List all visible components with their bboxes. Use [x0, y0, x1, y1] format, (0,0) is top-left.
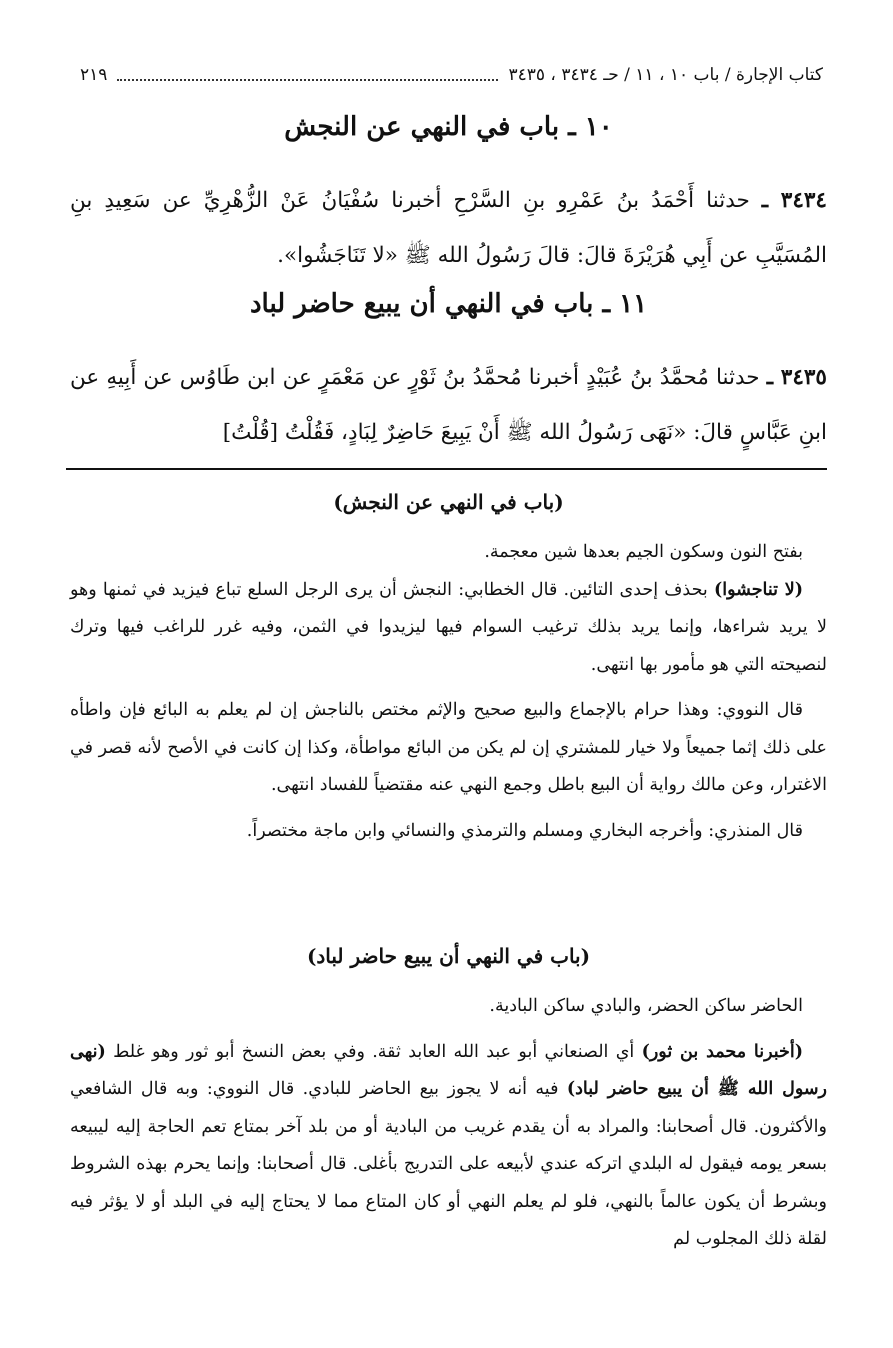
hadith-3434 [70, 173, 827, 283]
commentary-paragraph: (لا تناجشوا) بحذف إحدى التائين. قال الخطابي: النجش أن يرى الرجل السلع تباع فيزيد في ثمنها وهو لا يريد شراءها، وإنما يريد بذلك ترغيب السوام فيها ليزيدوا في الثمن، وفيه غرر للراغب فيها وترك لنصيحته التي هو مأمور بها انتهى. [70, 579, 827, 675]
commentary-paragraph: بفتح النون وسكون الجيم بعدها شين معجمة. [484, 542, 803, 562]
hadith-3435-number: ٣٤٣٥ ـ [766, 365, 827, 390]
running-title: كتاب الإجارة / باب ١٠ ، ١١ / حـ ٣٤٣٤ ، ٣٤٣٥ [508, 65, 823, 85]
quoted-term: (لا تناجشوا) [713, 579, 803, 600]
commentary-paragraph: قال المنذري: وأخرجه البخاري ومسلم والترمذي والنسائي وابن ماجة مختصراً. [246, 820, 803, 841]
header-dot-leader [117, 69, 498, 81]
quoted-term: (أخبرنا محمد بن ثور) [641, 1041, 803, 1062]
chapter-11-title: ١١ ـ باب في النهي أن يبيع حاضر لباد [249, 289, 648, 319]
hadith-3434-number: ٣٤٣٤ ـ [761, 188, 827, 213]
commentary-paragraph: (أخبرنا محمد بن ثور) أي الصنعاني أبو عبد الله العابد ثقة. وفي بعض النسخ أبو ثور وهو غلط (نهى رسول الله ﷺ أن يبيع حاضر لباد) فيه أنه لا يجوز بيع الحاضر للبادي. قال النووي: وبه قال الشافعي والأكثرون. قال أصحابنا: والمراد به أن يقدم غريب من البادية أو من بلد آخر بمتاع تعم الحاجة إليه ليبيعه بسعر يومه فيقول له البلدي اتركه عندي لأبيعه على التدريج بأغلى. قال أصحابنا: وإنما يحرم بهذه الشروط وبشرط أن يكون عالماً بالنهي، فلو لم يعلم النهي أو كان المتاع مما لا يحتاج إليه في البلد أو لا يؤثر فيه لقلة ذلك المجلوب لم [70, 1041, 827, 1249]
commentary-heading-1: (باب في النهي عن النجش) [333, 490, 564, 514]
quoted-term: (نهى رسول الله ﷺ أن يبيع حاضر لباد) [70, 1041, 827, 1099]
commentary-section-2 [70, 988, 827, 1259]
chapter-10-title: ١٠ ـ باب في النهي عن النجش [284, 112, 613, 142]
hadith-3434-text: حدثنا أَحْمَدُ بنُ عَمْرِو بنِ السَّرْحِ أخبرنا سُفْيَانُ عَنْ الزُّهْرِيِّ عن سَعِيدِ بنِ المُسَيَّبِ عن أَبِي هُرَيْرَةَ قالَ: قالَ رَسُولُ الله ﷺ «لا تَنَاجَشُوا». [70, 188, 827, 268]
running-header [80, 60, 823, 90]
hadith-3435 [70, 350, 827, 460]
footnote-divider [66, 468, 827, 470]
hadith-3435-text: حدثنا مُحمَّدُ بنُ عُبَيْدٍ أخبرنا مُحمَّدُ بنُ ثَوْرٍ عن مَعْمَرٍ عن ابن طَاوُس عن أَبِيهِ عن ابنِ عَبَّاسٍ قالَ: «نَهَى رَسُولُ الله ﷺ أَنْ يَبِيعَ حَاضِرٌ لِبَادٍ، فَقُلْتُ [قُلْتُ] [70, 365, 827, 445]
commentary-heading-2: (باب في النهي أن يبيع حاضر لباد) [306, 944, 591, 968]
commentary-paragraph: قال النووي: وهذا حرام بالإجماع والبيع صحيح والإثم مختص بالناجش إن لم يعلم به البائع فإن واطأه على ذلك إثما جميعاً ولا خيار للمشتري إن لم يكن من البائع مواطأة، وكذا إن كانت في الأصح لأنه قصر في الاغترار، وعن مالك رواية أن البيع باطل وجمع النهي عنه مقتضياً للفساد انتهى. [70, 700, 827, 795]
commentary-section-1 [70, 534, 827, 850]
page-number: ٢١٩ [80, 65, 108, 85]
commentary-paragraph: الحاضر ساكن الحضر، والبادي ساكن البادية. [489, 996, 803, 1016]
